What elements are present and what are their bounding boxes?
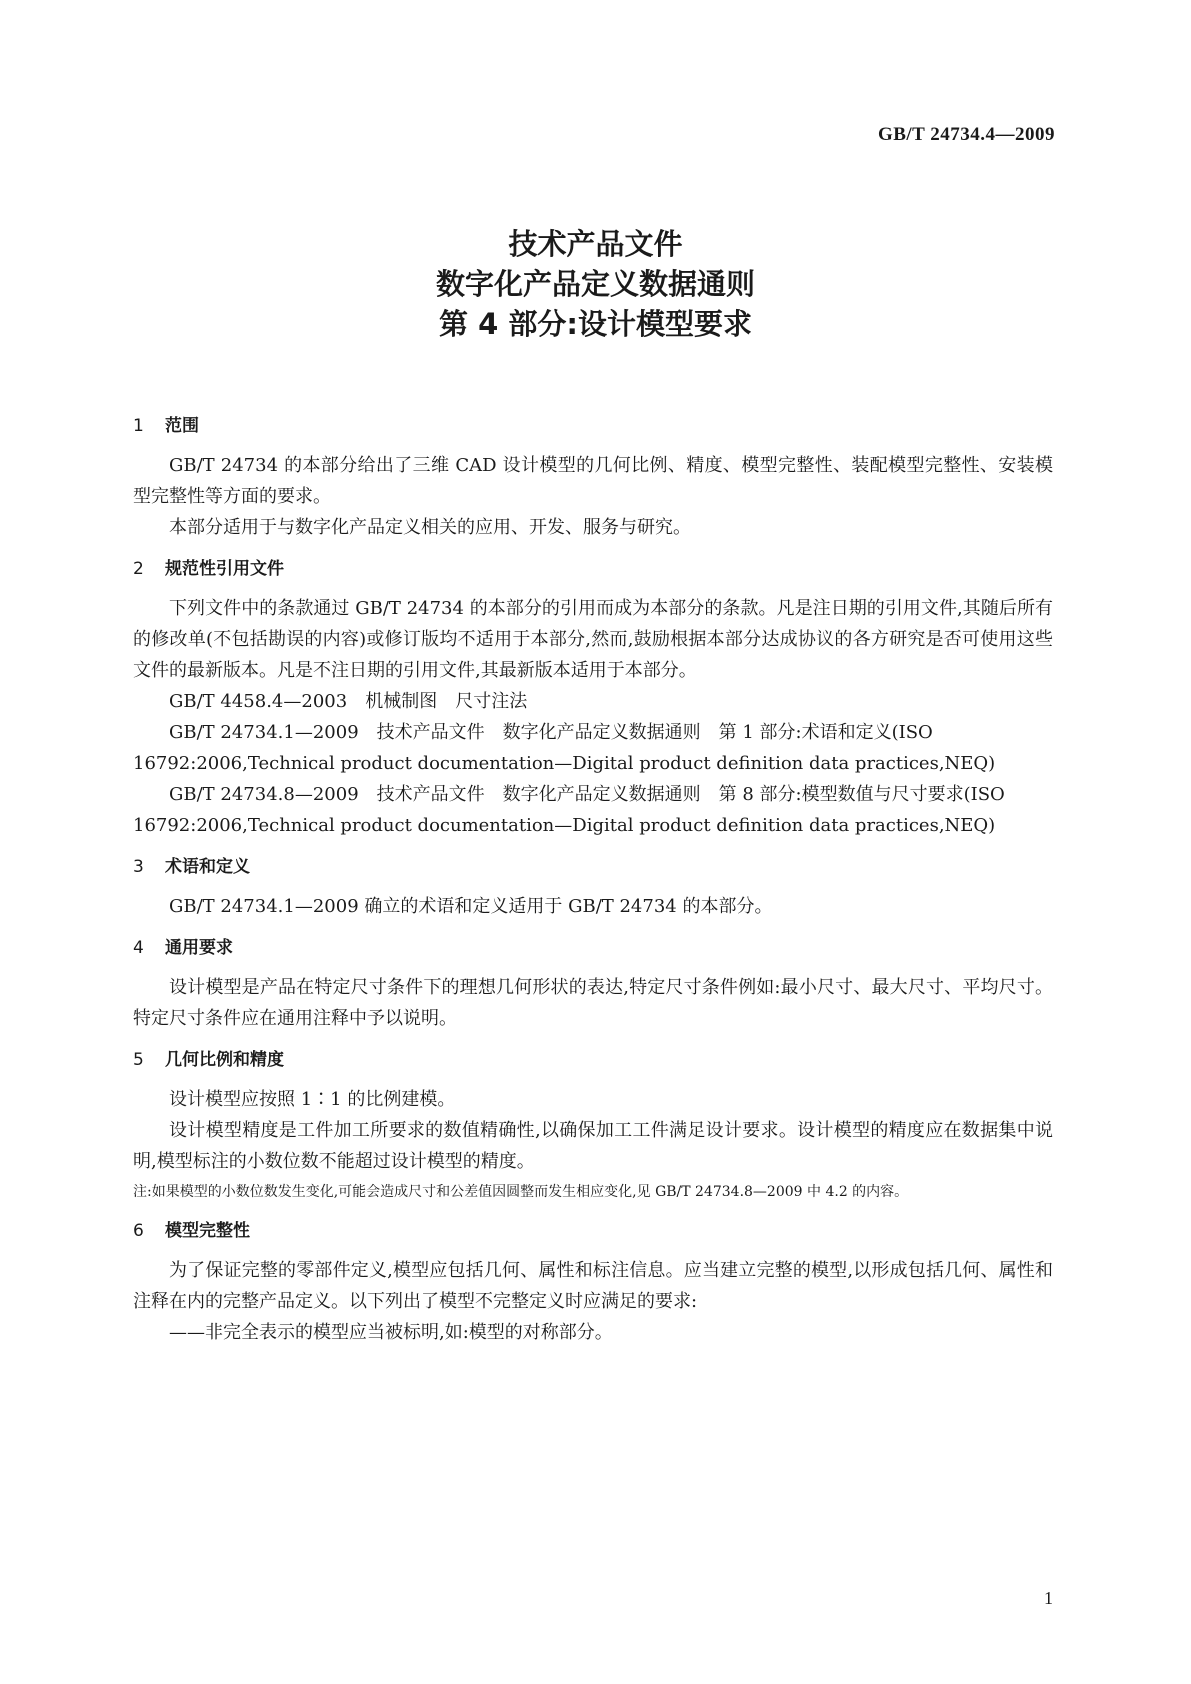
reference-item: GB/T 24734.1—2009 技术产品文件 数字化产品定义数据通则 第 1 部分:术语和定义(ISO 16792:2006,Technical product documentation—Digital product definition data practices,NEQ): [133, 722, 996, 774]
section-heading-6: 6 模型完整性: [133, 1221, 250, 1241]
standard-code: GB/T 24734.4—2009: [877, 124, 1055, 145]
section-heading-3: 3 术语和定义: [133, 857, 250, 877]
reference-item: GB/T 4458.4—2003 机械制图 尺寸注法: [169, 691, 528, 712]
title-line-3: 第 4 部分:设计模型要求: [439, 307, 752, 341]
paragraph: GB/T 24734.1—2009 确立的术语和定义适用于 GB/T 24734 的本部分。: [169, 896, 773, 917]
reference-item: GB/T 24734.8—2009 技术产品文件 数字化产品定义数据通则 第 8 部分:模型数值与尺寸要求(ISO 16792:2006,Technical product documentation—Digital product definition data practices,NEQ): [133, 784, 1005, 836]
paragraph: 为了保证完整的零部件定义,模型应包括几何、属性和标注信息。应当建立完整的模型,以形成包括几何、属性和注释在内的完整产品定义。以下列出了模型不完整定义时应满足的要求:: [133, 1260, 1053, 1312]
paragraph: 设计模型应按照 1∶1 的比例建模。: [169, 1089, 456, 1110]
paragraph: 下列文件中的条款通过 GB/T 24734 的本部分的引用而成为本部分的条款。凡是注日期的引用文件,其随后所有的修改单(不包括勘误的内容)或修订版均不适用于本部分,然而,鼓励根据本部分达成协议的各方研究是否可使用这些文件的最新版本。凡是不注日期的引用文件,其最新版本适用于本部分。: [133, 598, 1053, 681]
page-number: 1: [1044, 1588, 1053, 1608]
section-heading-2: 2 规范性引用文件: [133, 559, 284, 579]
title-line-2: 数字化产品定义数据通则: [435, 267, 755, 301]
list-item: ——非完全表示的模型应当被标明,如:模型的对称部分。: [169, 1322, 613, 1343]
title-line-1: 技术产品文件: [508, 227, 683, 261]
paragraph: 本部分适用于与数字化产品定义相关的应用、开发、服务与研究。: [169, 517, 691, 538]
section-heading-4: 4 通用要求: [133, 938, 233, 958]
document-title: [0, 224, 1191, 344]
paragraph: GB/T 24734 的本部分给出了三维 CAD 设计模型的几何比例、精度、模型完整性、装配模型完整性、安装模型完整性等方面的要求。: [133, 455, 1053, 507]
paragraph: 设计模型是产品在特定尺寸条件下的理想几何形状的表达,特定尺寸条件例如:最小尺寸、最大尺寸、平均尺寸。特定尺寸条件应在通用注释中予以说明。: [133, 977, 1053, 1029]
note: 注:如果模型的小数位数发生变化,可能会造成尺寸和公差值因圆整而发生相应变化,见 GB/T 24734.8—2009 中 4.2 的内容。: [133, 1184, 909, 1200]
paragraph: 设计模型精度是工件加工所要求的数值精确性,以确保加工工件满足设计要求。设计模型的精度应在数据集中说明,模型标注的小数位数不能超过设计模型的精度。: [133, 1120, 1053, 1172]
section-heading-5: 5 几何比例和精度: [133, 1050, 284, 1070]
section-heading-1: 1 范围: [133, 416, 199, 436]
document-body: [133, 412, 1053, 1348]
